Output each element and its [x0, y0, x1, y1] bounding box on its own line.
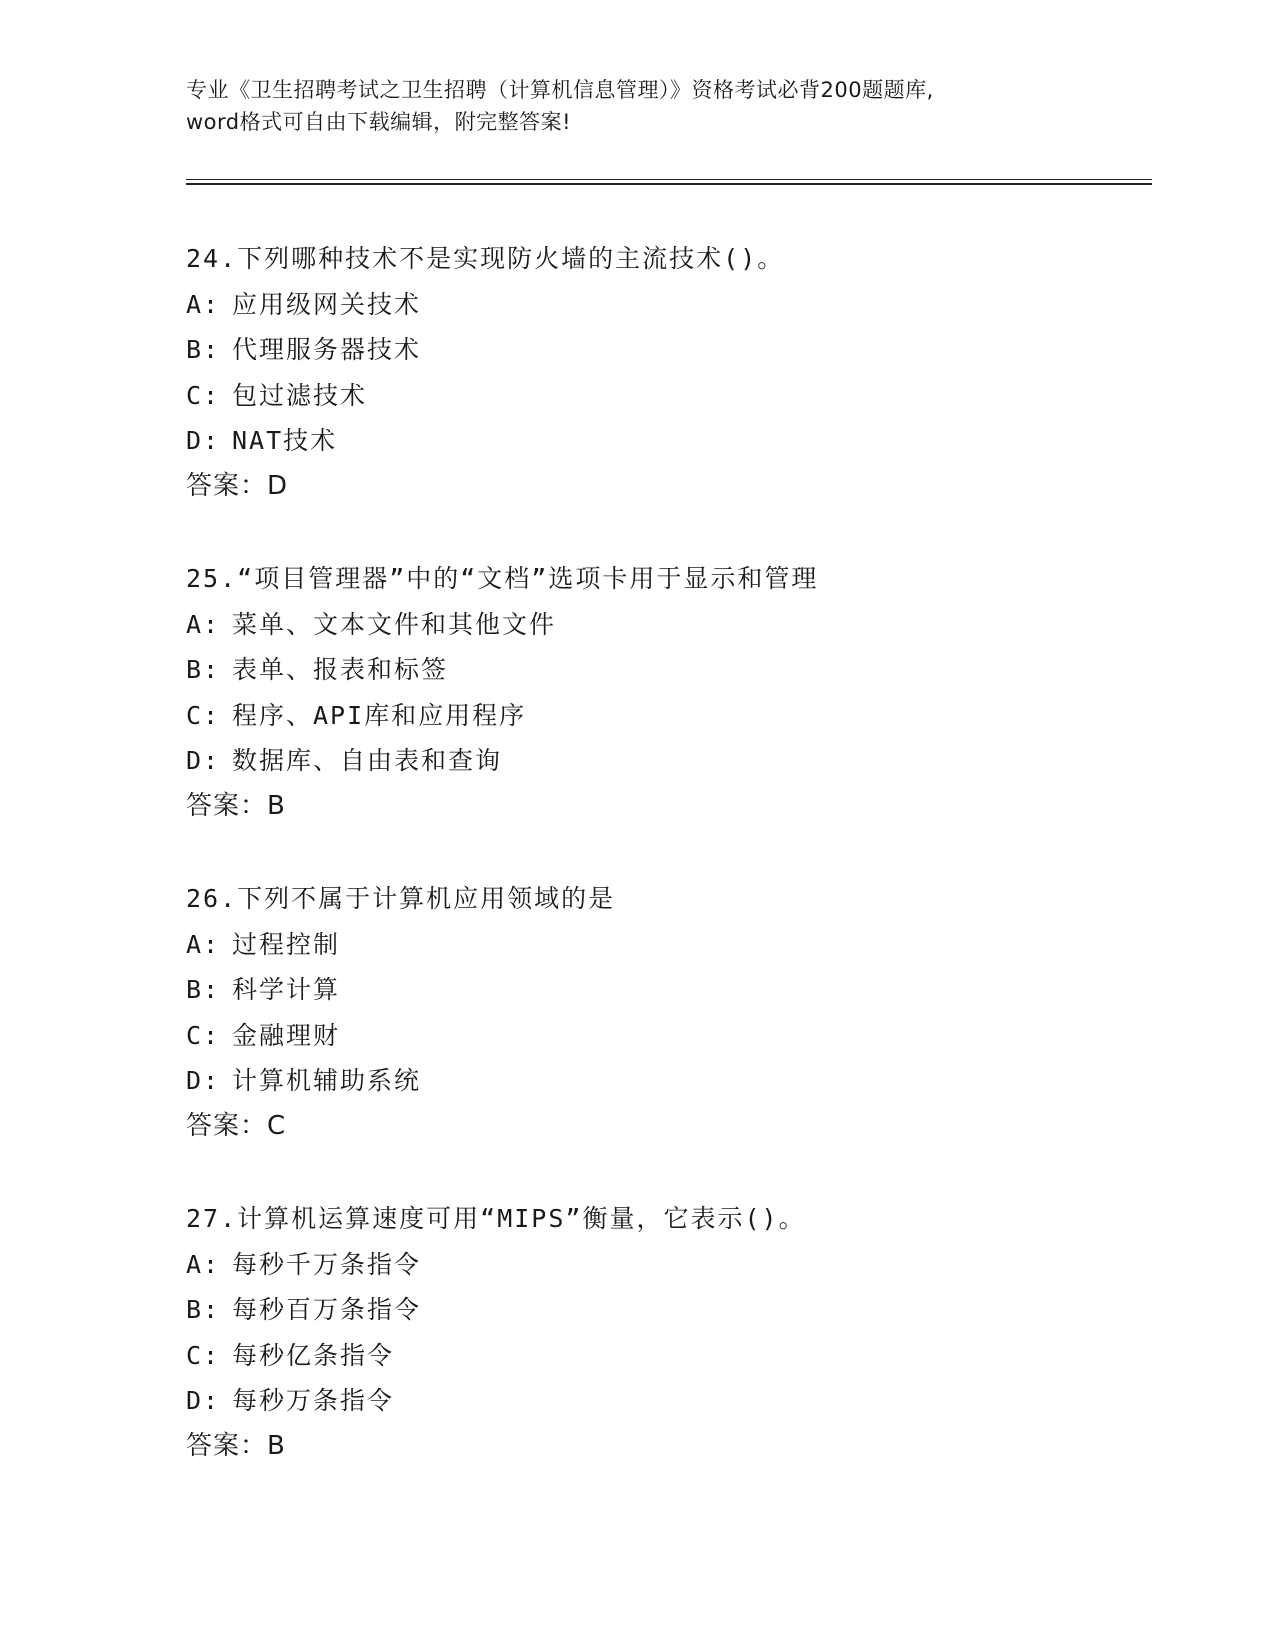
option-letter: D: — [186, 1386, 221, 1416]
option-text: 每秒百万条指令 — [232, 1295, 422, 1325]
option-letter: D: — [186, 426, 221, 456]
option-letter: A: — [186, 289, 221, 319]
option-c — [186, 693, 1146, 739]
option-letter: C: — [186, 380, 221, 410]
option-b — [186, 1287, 1146, 1333]
option-letter: C: — [186, 1340, 221, 1370]
option-d — [186, 418, 1146, 464]
header-title-line: 专业《卫生招聘考试之卫生招聘（计算机信息管理）》资格考试必背200题题库, — [186, 78, 934, 102]
option-b — [186, 647, 1146, 693]
answer-line: 答案：B — [186, 790, 286, 821]
option-b — [186, 967, 1146, 1013]
answer-line: 答案：B — [186, 1430, 286, 1461]
option-letter: A: — [186, 609, 221, 639]
option-letter: D: — [186, 1066, 221, 1096]
question-stem: 27.计算机运算速度可用“MIPS”衡量，它表示()。 — [186, 1204, 806, 1233]
option-letter: B: — [186, 1295, 221, 1325]
option-letter: B: — [186, 655, 221, 685]
question-25 — [186, 556, 1146, 876]
option-text: 每秒千万条指令 — [232, 1249, 422, 1279]
question-27 — [186, 1196, 1146, 1516]
option-letter: B: — [186, 975, 221, 1005]
option-text: 科学计算 — [232, 975, 341, 1005]
option-text: 应用级网关技术 — [232, 289, 422, 319]
option-a — [186, 922, 1146, 968]
option-letter: C: — [186, 700, 221, 730]
option-c — [186, 1013, 1146, 1059]
answer-line: 答案：C — [186, 1110, 287, 1141]
question-list — [186, 236, 1146, 1516]
option-letter: B: — [186, 335, 221, 365]
option-letter: D: — [186, 746, 221, 776]
option-text: 每秒亿条指令 — [232, 1340, 395, 1370]
question-stem: 24.下列哪种技术不是实现防火墙的主流技术()。 — [186, 244, 785, 273]
option-letter: A: — [186, 929, 221, 959]
option-a — [186, 1242, 1146, 1288]
option-a — [186, 602, 1146, 648]
option-text: 数据库、自由表和查询 — [232, 746, 503, 776]
option-text: 金融理财 — [232, 1020, 341, 1050]
option-b — [186, 327, 1146, 373]
option-text: 程序、API库和应用程序 — [232, 700, 527, 730]
question-26 — [186, 876, 1146, 1196]
option-text: 包过滤技术 — [232, 380, 368, 410]
header-divider-top — [186, 179, 1152, 180]
option-d — [186, 738, 1146, 784]
question-stem: 26.下列不属于计算机应用领域的是 — [186, 884, 616, 913]
option-text: 每秒万条指令 — [232, 1386, 395, 1416]
option-text: NAT技术 — [232, 426, 338, 456]
option-c — [186, 373, 1146, 419]
option-a — [186, 282, 1146, 328]
question-stem: 25.“项目管理器”中的“文档”选项卡用于显示和管理 — [186, 564, 819, 593]
option-letter: A: — [186, 1249, 221, 1279]
option-text: 表单、报表和标签 — [232, 655, 449, 685]
option-text: 代理服务器技术 — [232, 335, 422, 365]
option-c — [186, 1333, 1146, 1379]
option-text: 计算机辅助系统 — [232, 1066, 422, 1096]
option-text: 菜单、文本文件和其他文件 — [232, 609, 557, 639]
answer-line: 答案：D — [186, 470, 289, 501]
option-d — [186, 1378, 1146, 1424]
question-24 — [186, 236, 1146, 556]
header-divider-bottom — [186, 183, 1152, 185]
option-d — [186, 1058, 1146, 1104]
option-letter: C: — [186, 1020, 221, 1050]
document-header — [186, 74, 1086, 138]
header-subtitle-line: word格式可自由下载编辑，附完整答案! — [186, 110, 572, 134]
option-text: 过程控制 — [232, 929, 341, 959]
